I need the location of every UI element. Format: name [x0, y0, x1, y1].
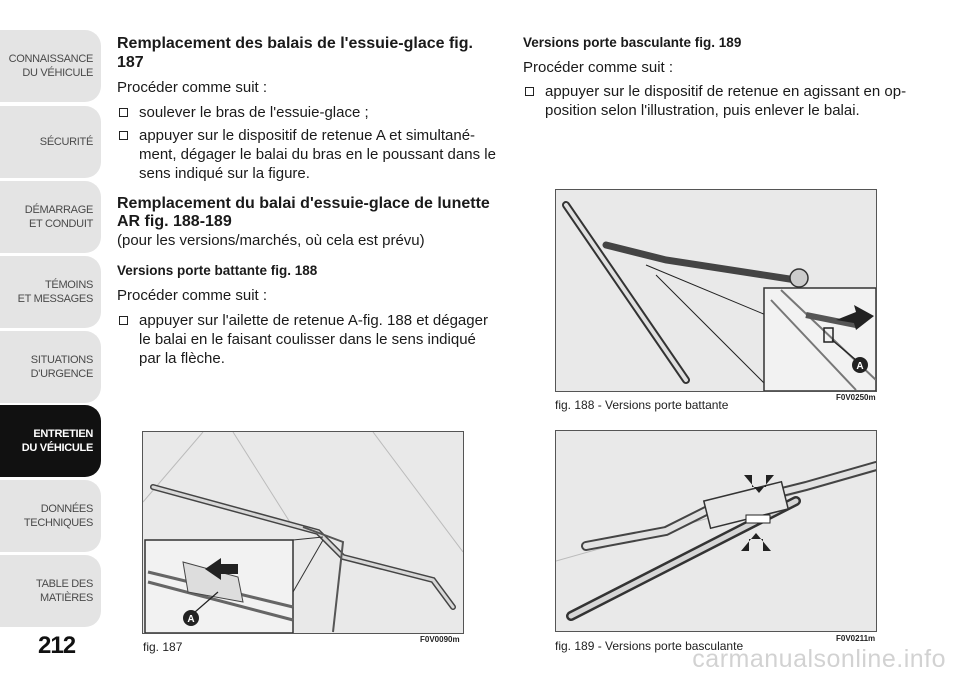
- bullet-text: appuyer sur l'ailette de retenue A-fig. 188 et dégager le balai en le faisant coulisser dans le sens indiqué par la flèche.: [139, 312, 488, 367]
- checkbox-bullet-icon: [525, 87, 534, 96]
- right-column: [523, 34, 915, 120]
- page-number: 212: [38, 632, 76, 659]
- subsection-heading: Versions porte battante fig. 188: [117, 263, 318, 278]
- paragraph: (pour les versions/marchés, où cela est prévu): [117, 232, 425, 249]
- wiper-blade-illustration: [143, 432, 463, 633]
- figure-caption: fig. 187: [143, 640, 183, 654]
- callout-a-label: A: [856, 361, 864, 372]
- rear-wiper-illustration: [556, 190, 876, 391]
- sidebar-item-label: TÉMOINS ET MESSAGES: [17, 279, 93, 305]
- sidebar-item-securite[interactable]: [0, 106, 101, 178]
- callout-a-label: A: [187, 614, 195, 625]
- left-column: [117, 34, 497, 368]
- sidebar-item-demarrage[interactable]: [0, 181, 101, 253]
- bullet-text: soulever le bras de l'essuie-glace ;: [139, 104, 369, 121]
- bullet-item: [117, 311, 497, 368]
- sidebar-item-label: DÉMARRAGE ET CONDUIT: [24, 204, 93, 230]
- figure-188: [555, 189, 877, 392]
- rear-wiper-illustration: [556, 431, 876, 631]
- checkbox-bullet-icon: [119, 131, 128, 140]
- sidebar-item-entretien[interactable]: [0, 405, 101, 477]
- paragraph: Procéder comme suit :: [117, 79, 268, 96]
- bullet-item: [523, 82, 915, 120]
- checkbox-bullet-icon: [119, 316, 128, 325]
- sidebar-item-table[interactable]: [0, 555, 101, 627]
- sidebar-item-label: SITUATIONS D'URGENCE: [30, 354, 93, 380]
- section-heading: Remplacement des balais de l'essuie-glace fig. 187: [117, 35, 473, 71]
- figure-189: [555, 430, 877, 632]
- figure-code: F0V0090m: [420, 635, 460, 644]
- figure-caption: fig. 188 - Versions porte battante: [555, 398, 729, 412]
- bullet-item: [117, 103, 497, 122]
- figure-code: F0V0250m: [836, 393, 876, 402]
- paragraph: Procéder comme suit :: [523, 59, 674, 76]
- sidebar-item-situations[interactable]: [0, 331, 101, 403]
- sidebar-item-label: SÉCURITÉ: [39, 136, 93, 148]
- sidebar-item-label: ENTRETIEN DU VÉHICULE: [21, 428, 93, 454]
- paragraph: Procéder comme suit :: [117, 287, 268, 304]
- sidebar-item-label: TABLE DES MATIÈRES: [35, 578, 93, 604]
- sidebar-item-donnees[interactable]: [0, 480, 101, 552]
- bullet-item: [117, 126, 497, 183]
- figure-187: [142, 431, 464, 634]
- watermark: carmanualsonline.info: [692, 645, 946, 673]
- sidebar-item-connaissance[interactable]: [0, 30, 101, 102]
- sidebar-item-label: CONNAISSANCE DU VÉHICULE: [8, 53, 93, 79]
- bullet-text: appuyer sur le dispositif de retenue en agissant en op-position selon l'illustration, puis enlever le balai.: [545, 83, 907, 119]
- figure-code: F0V0211m: [836, 634, 876, 643]
- sidebar-item-temoins[interactable]: [0, 256, 101, 328]
- figure-caption: fig. 189 - Versions porte basculante: [555, 639, 744, 653]
- subsection-heading: Versions porte basculante fig. 189: [523, 35, 742, 50]
- section-heading: Remplacement du balai d'essuie-glace de lunette AR fig. 188-189: [117, 195, 490, 230]
- sidebar-item-label: DONNÉES TECHNIQUES: [23, 503, 93, 529]
- bullet-text: appuyer sur le dispositif de retenue A et simultané-ment, dégager le balai du bras en le poussant dans le sens indiqué sur la figure.: [139, 127, 496, 182]
- checkbox-bullet-icon: [119, 108, 128, 117]
